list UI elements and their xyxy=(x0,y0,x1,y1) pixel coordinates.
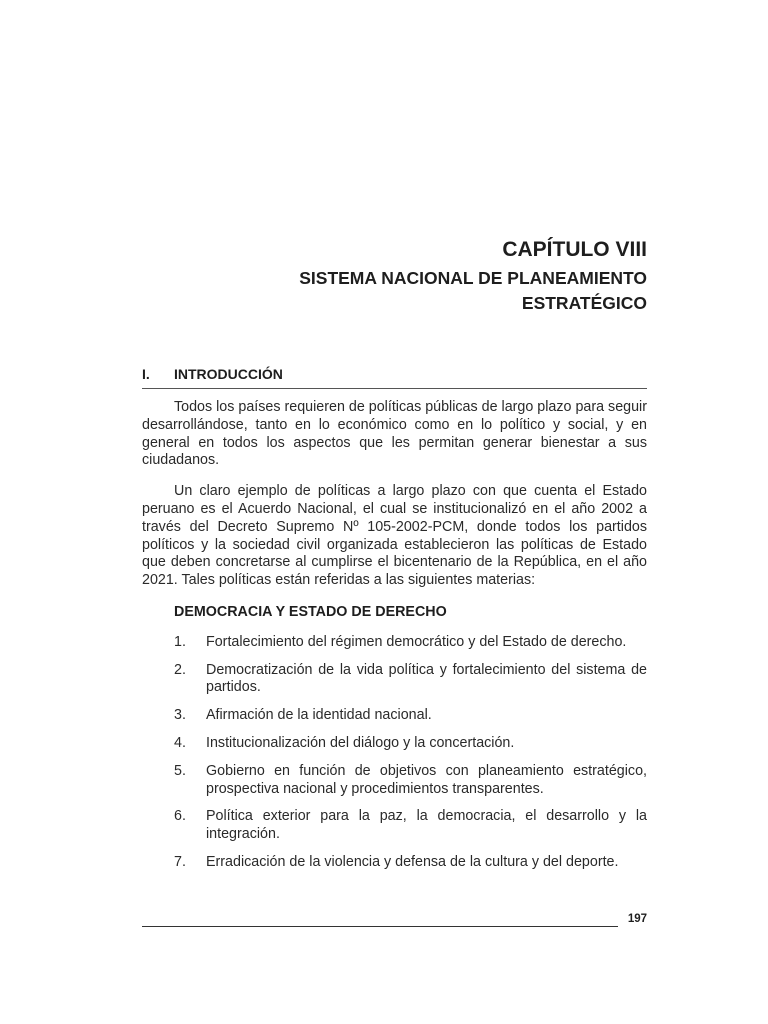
list-item xyxy=(142,763,647,799)
policy-list xyxy=(142,634,647,872)
chapter-title: CAPÍTULO VIII xyxy=(502,238,647,261)
list-item xyxy=(142,707,647,725)
list-number: 3. xyxy=(174,707,186,724)
chapter-subtitle-line2: ESTRATÉGICO xyxy=(521,293,647,313)
paragraph: Todos los países requieren de políticas públicas de largo plazo para seguir desarrollándose, tanto en lo económico como en lo político y social, y en general en todos los aspectos que les permitan generar bienestar a sus ciudadanos. xyxy=(142,399,647,469)
list-item xyxy=(142,808,647,844)
footer-rule xyxy=(142,926,618,927)
chapter-subtitle-line1: SISTEMA NACIONAL DE PLANEAMIENTO xyxy=(299,268,647,288)
list-text: Erradicación de la violencia y defensa de la cultura y del deporte. xyxy=(206,853,619,870)
list-number: 1. xyxy=(174,633,186,650)
list-text: Fortalecimiento del régimen democrático y del Estado de derecho. xyxy=(206,633,627,650)
list-item xyxy=(142,662,647,698)
list-item xyxy=(142,735,647,753)
page-number: 197 xyxy=(627,913,647,925)
section-heading xyxy=(142,364,647,389)
section-number: I. xyxy=(142,366,150,382)
list-text: Gobierno en función de objetivos con planeamiento estratégico, prospectiva nacional y procedimientos transparentes. xyxy=(206,762,647,797)
section-title: INTRODUCCIÓN xyxy=(174,366,283,382)
list-number: 5. xyxy=(174,762,186,779)
paragraph: Un claro ejemplo de políticas a largo plazo con que cuenta el Estado peruano es el Acuerdo Nacional, el cual se institucionalizó en el año 2002 a través del Decreto Supremo Nº 105-2002-PCM, donde todos los partidos políticos y la sociedad civil organizada establecieron las políticas de Estado que deben concretarse al cumplirse el bicentenario de la República, en el año 2021. Tales políticas están referidas a las siguientes materias: xyxy=(142,483,647,589)
list-number: 4. xyxy=(174,734,186,751)
list-item xyxy=(142,634,647,652)
list-number: 2. xyxy=(174,661,186,678)
list-number: 7. xyxy=(174,853,186,870)
list-item xyxy=(142,854,647,872)
chapter-subtitle xyxy=(142,266,647,316)
list-text: Política exterior para la paz, la democracia, el desarrollo y la integración. xyxy=(206,808,647,843)
body-text xyxy=(142,399,647,882)
list-number: 6. xyxy=(174,808,186,825)
list-text: Democratización de la vida política y fortalecimiento del sistema de partidos. xyxy=(206,661,647,696)
chapter-heading xyxy=(142,236,647,316)
subheading: DEMOCRACIA Y ESTADO DE DERECHO xyxy=(174,603,447,620)
list-text: Institucionalización del diálogo y la concertación. xyxy=(206,734,515,751)
list-text: Afirmación de la identidad nacional. xyxy=(206,707,432,724)
